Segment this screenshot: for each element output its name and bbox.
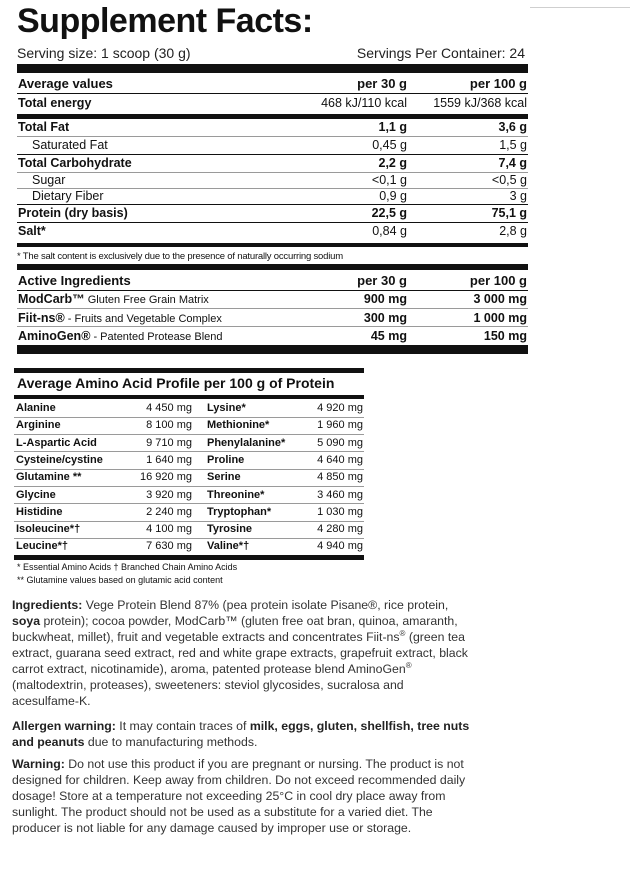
amino-row (14, 504, 364, 521)
amino-name: Threonine* (207, 488, 265, 501)
thick-rule (17, 64, 528, 73)
col-header-per30: per 30 g (357, 273, 407, 288)
ingredients-paragraph: Ingredients: Vege Protein Blend 87% (pea protein isolate Pisane®, rice protein, soya protein); cocoa powder, ModCarb™ (gluten free oat bran, quinoa, amaranth, buckwheat, millet), fruit and vegetable extracts and concentrates Fiit-ns® (green tea extract, guarana seed extract, red and white grape extracts, grapefruit extract, black carrot extract, nicotinamide), aroma, patented protease blend AminoGen® (maltodextrin, proteases), sweeteners: steviol glycosides, sucralosa and acesulfame-K. (12, 598, 468, 708)
amino-name: Methionine* (207, 419, 270, 432)
divider (17, 93, 528, 94)
servings-per-container: Servings Per Container: 24 (356, 45, 525, 61)
col-header-per100: per 100 g (469, 76, 527, 91)
ingredients-label: Ingredients: (12, 598, 83, 612)
allergen-label: Allergen warning: (12, 719, 116, 733)
thick-rule (14, 368, 364, 373)
thick-rule (17, 264, 528, 270)
amino-name: Isoleucine*† (16, 523, 81, 536)
amino-footnote-glutamine: ** Glutamine values based on glutamic acid content (17, 575, 223, 585)
amino-value: 5 090 mg (317, 436, 363, 449)
amino-name: Histidine (16, 505, 63, 518)
amino-value: 4 450 mg (146, 402, 192, 414)
amino-value: 16 920 mg (140, 471, 192, 484)
medium-rule (14, 395, 364, 399)
amino-value: 4 940 mg (317, 540, 363, 553)
medium-rule (17, 114, 528, 119)
thick-rule (17, 345, 528, 354)
divider (17, 204, 528, 205)
amino-row (14, 400, 364, 417)
col-header-per30: per 30 g (357, 76, 407, 91)
divider (17, 136, 528, 137)
amino-name: Proline (207, 453, 245, 466)
amino-value: 3 460 mg (317, 488, 363, 501)
amino-row (14, 435, 364, 452)
serving-info (17, 45, 527, 61)
amino-row (14, 538, 364, 555)
amino-value: 1 640 mg (146, 453, 192, 466)
amino-row (14, 521, 364, 538)
amino-name: Tyrosine (207, 523, 253, 536)
amino-title: Average Amino Acid Profile per 100 g of Protein (17, 375, 335, 391)
salt-note: * The salt content is exclusively due to the presence of naturally occurring sodium (17, 251, 343, 262)
amino-value: 9 710 mg (146, 436, 192, 449)
amino-value: 1 030 mg (317, 505, 363, 518)
amino-name: Valine*† (207, 540, 250, 553)
warning-label: Warning: (12, 757, 65, 771)
amino-value: 7 630 mg (146, 540, 192, 553)
amino-name: Tryptophan* (207, 505, 272, 518)
amino-value: 3 920 mg (146, 488, 192, 501)
amino-value: 4 640 mg (317, 453, 363, 466)
top-divider (530, 7, 630, 8)
divider (17, 308, 528, 309)
amino-name: Cysteine/cystine (16, 453, 103, 466)
amino-value: 4 850 mg (317, 471, 363, 484)
thick-rule (14, 555, 364, 560)
amino-value: 8 100 mg (146, 419, 192, 432)
amino-footnote-essential: * Essential Amino Acids † Branched Chain Amino Acids (17, 562, 238, 572)
divider (17, 172, 528, 173)
amino-name: Lysine* (207, 402, 246, 414)
amino-name: L-Aspartic Acid (16, 436, 97, 449)
warning-paragraph: Warning: Do not use this product if you are pregnant or nursing. The product is not designed for children. Keep away from children. Do not exceed recommended daily dosage! Store at a temperature not exceeding 25°C in cool dry place away from sunlight. The product should not be used as a substitute for a varied diet. The producer is not liable for any damage caused by improper use or storage. (12, 757, 466, 835)
amino-name: Arginine (16, 419, 61, 432)
amino-value: 1 960 mg (317, 419, 363, 432)
page-title: Supplement Facts: (17, 2, 313, 40)
serving-size: Serving size: 1 scoop (30 g) (17, 45, 191, 61)
amino-name: Leucine*† (16, 540, 68, 553)
amino-value: 2 240 mg (146, 505, 192, 518)
divider (17, 154, 528, 155)
amino-name: Glycine (16, 488, 56, 501)
medium-rule (17, 243, 528, 247)
amino-value: 4 100 mg (146, 523, 192, 536)
col-header-per100: per 100 g (469, 273, 527, 288)
amino-row (14, 452, 364, 469)
amino-name: Phenylalanine* (207, 436, 286, 449)
amino-name: Glutamine ** (16, 471, 82, 484)
amino-value: 4 920 mg (317, 402, 363, 414)
divider (17, 290, 528, 291)
divider (17, 222, 528, 223)
amino-name: Alanine (16, 402, 56, 414)
amino-row (14, 469, 364, 486)
col-header-average: Average values (18, 76, 113, 91)
col-header-active: Active Ingredients (18, 273, 131, 288)
amino-name: Serine (207, 471, 241, 484)
amino-row (14, 487, 364, 504)
divider (17, 326, 528, 327)
allergen-paragraph: Allergen warning: It may contain traces of milk, eggs, gluten, shellfish, tree nuts and peanuts due to manufacturing methods. (12, 719, 470, 749)
amino-value: 4 280 mg (317, 523, 363, 536)
amino-row (14, 417, 364, 434)
